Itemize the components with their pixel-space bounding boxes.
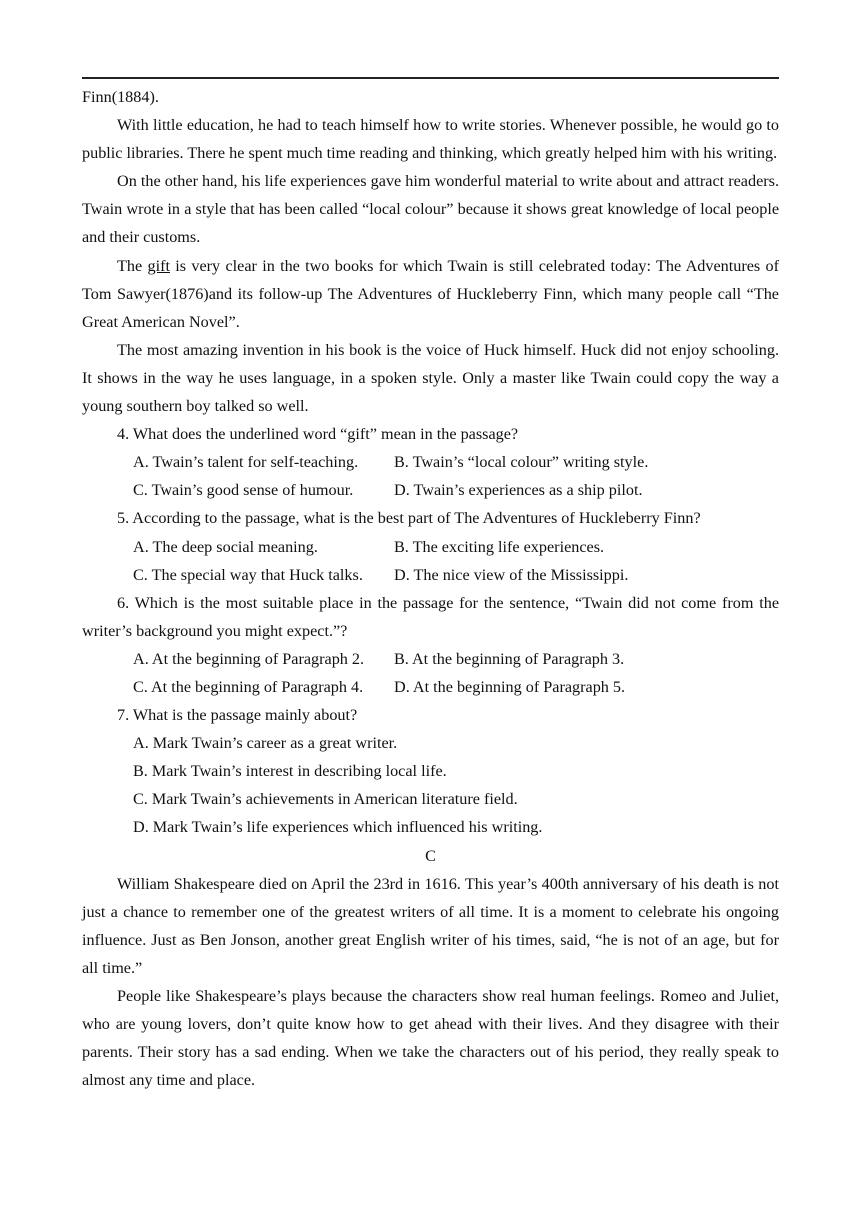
question-5-option-b: B. The exciting life experiences. xyxy=(394,537,605,556)
paragraph-c1: William Shakespeare died on April the 23rd in 1616. This year’s 400th anniversary of his death is not just a chance to remember one of the greatest writers of all time. It is a moment to celebrate his ongoing influence. Just as Ben Jonson, another great English writer of his times, said, “he is not of an age, but for all time.” xyxy=(82,874,779,977)
question-4-option-a: A. Twain’s talent for self-teaching. xyxy=(133,453,359,472)
paragraph-c2: People like Shakespeare’s plays because the characters show real human feelings. Romeo and Juliet, who are young lovers, don’t quite know how to get ahead with their lives. And they disagree with their parents. Their story has a sad ending. When we take the characters out of his period, they really speak to almost any time and place. xyxy=(82,987,779,1090)
question-4-option-c: C. Twain’s good sense of humour. xyxy=(133,481,354,500)
question-7-option-b: B. Mark Twain’s interest in describing local life. xyxy=(133,762,447,781)
question-7-stem: 7. What is the passage mainly about? xyxy=(117,706,358,725)
question-6-option-d: D. At the beginning of Paragraph 5. xyxy=(394,677,626,696)
question-6-option-a: A. At the beginning of Paragraph 2. xyxy=(133,649,365,668)
question-4-options-row-1 xyxy=(82,448,779,476)
paragraph-b4 xyxy=(82,252,779,336)
question-5-option-d: D. The nice view of the Mississippi. xyxy=(394,565,629,584)
question-7-option-c: C. Mark Twain’s achievements in American literature field. xyxy=(133,790,518,809)
question-6-option-b: B. At the beginning of Paragraph 3. xyxy=(394,649,625,668)
paragraph-b5: The most amazing invention in his book is the voice of Huck himself. Huck did not enjoy schooling. It shows in the way he uses language, in a spoken style. Only a master like Twain could copy the way a young southern boy talked so well. xyxy=(82,340,779,416)
paragraph-b2: With little education, he had to teach himself how to write stories. Whenever possible, he would go to public libraries. There he spent much time reading and thinking, which greatly helped him with his writing. xyxy=(82,116,779,163)
question-5-stem: 5. According to the passage, what is the best part of The Adventures of Huckleberry Finn? xyxy=(117,509,701,528)
question-7-option-d: D. Mark Twain’s life experiences which influenced his writing. xyxy=(133,818,543,837)
paragraph-b4-rest: is very clear in the two books for which Twain is still celebrated today: The Adventures of Tom Sawyer(1876)and its follow-up The Adventures of Huckleberry Finn, which many people call “The Great American Novel”. xyxy=(82,256,779,331)
section-c-heading: C xyxy=(425,846,436,865)
document-body xyxy=(82,83,779,1094)
question-4-option-d: D. Twain’s experiences as a ship pilot. xyxy=(394,481,643,500)
header-rule xyxy=(82,77,779,79)
question-4-option-b: B. Twain’s “local colour” writing style. xyxy=(394,453,649,472)
question-5-options-row-2 xyxy=(82,561,779,589)
question-4-stem: 4. What does the underlined word “gift” mean in the passage? xyxy=(117,425,519,444)
question-5-options-row-1 xyxy=(82,533,779,561)
question-7-option-a: A. Mark Twain’s career as a great writer. xyxy=(133,734,398,753)
continuation-text: Finn(1884). xyxy=(82,88,159,106)
question-5-option-c: C. The special way that Huck talks. xyxy=(133,565,363,584)
question-6-option-c: C. At the beginning of Paragraph 4. xyxy=(133,677,364,696)
question-4-options-row-2 xyxy=(82,476,779,504)
question-6-stem: 6. Which is the most suitable place in the passage for the sentence, “Twain did not come from the writer’s background you might expect.”? xyxy=(82,593,779,640)
question-6-options-row-1 xyxy=(82,645,779,673)
paragraph-b4-start: The xyxy=(117,256,148,275)
underlined-word-gift: gift xyxy=(147,256,170,275)
question-5-option-a: A. The deep social meaning. xyxy=(133,537,318,556)
paragraph-b3: On the other hand, his life experiences gave him wonderful material to write about and attract readers. Twain wrote in a style that has been called “local colour” because it shows great knowledge of local people and their customs. xyxy=(82,172,779,247)
question-6-options-row-2 xyxy=(82,673,779,701)
